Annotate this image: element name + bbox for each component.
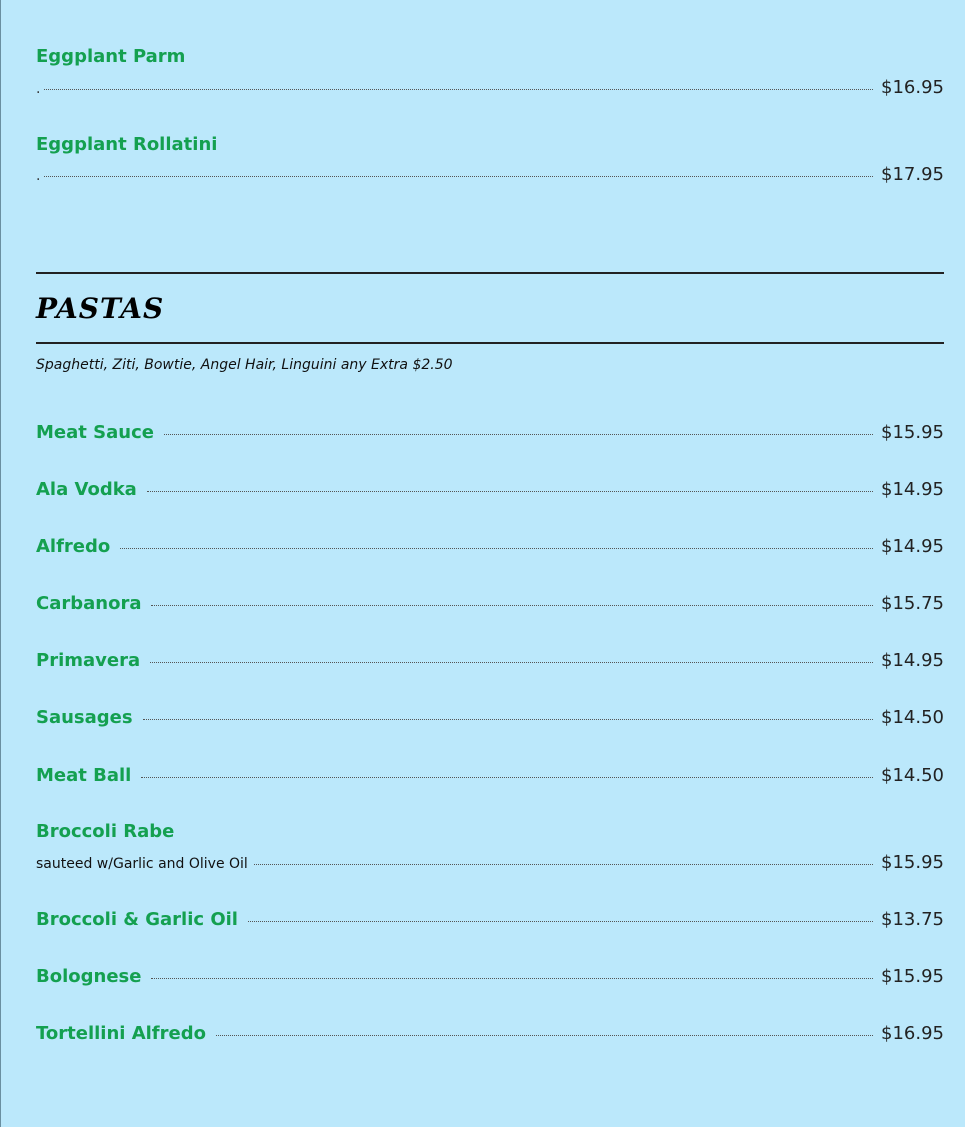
section-title: PASTAS bbox=[36, 292, 165, 325]
dot-leader bbox=[120, 547, 873, 549]
dot-leader bbox=[151, 604, 873, 606]
menu-item[interactable] bbox=[36, 821, 944, 873]
menu-item-lead: . bbox=[36, 81, 41, 97]
menu-item-price: $14.50 bbox=[881, 707, 944, 728]
menu-item-price: $14.95 bbox=[881, 536, 944, 557]
dot-leader bbox=[44, 175, 873, 177]
menu-item-name: Sausages bbox=[36, 707, 133, 728]
menu-item-name: Bolognese bbox=[36, 966, 142, 987]
menu-item[interactable] bbox=[36, 650, 944, 671]
menu-item[interactable] bbox=[36, 46, 944, 98]
menu-item-lead: . bbox=[36, 168, 41, 184]
menu-item-name: Primavera bbox=[36, 650, 141, 671]
dot-leader bbox=[254, 863, 873, 865]
menu-item-price: $15.95 bbox=[881, 966, 944, 987]
menu-item[interactable] bbox=[36, 1023, 944, 1044]
menu-item-description: sauteed w/Garlic and Olive Oil bbox=[36, 856, 248, 872]
dot-leader bbox=[216, 1034, 873, 1036]
menu-item-price: $14.95 bbox=[881, 479, 944, 500]
dot-leader bbox=[248, 920, 873, 922]
menu-item[interactable] bbox=[36, 134, 944, 185]
dot-leader bbox=[164, 433, 873, 435]
menu-item-name: Eggplant Parm bbox=[36, 46, 186, 67]
menu-item[interactable] bbox=[36, 765, 944, 786]
menu-item-price: $13.75 bbox=[881, 909, 944, 930]
menu-item[interactable] bbox=[36, 479, 944, 500]
dot-leader bbox=[141, 776, 873, 778]
menu-item[interactable] bbox=[36, 593, 944, 614]
menu-item-price: $15.95 bbox=[881, 422, 944, 443]
dot-leader bbox=[143, 718, 873, 720]
dot-leader bbox=[150, 661, 873, 663]
menu-item-name: Broccoli Rabe bbox=[36, 821, 175, 842]
menu-item-price: $14.50 bbox=[881, 765, 944, 786]
section-rule-bottom bbox=[36, 342, 944, 344]
menu-item[interactable] bbox=[36, 422, 944, 443]
section-rule-top bbox=[36, 272, 944, 274]
menu-item-name: Meat Sauce bbox=[36, 422, 154, 443]
menu-item-price: $16.95 bbox=[881, 1023, 944, 1044]
menu-item-name: Alfredo bbox=[36, 536, 111, 557]
menu-item-name: Broccoli & Garlic Oil bbox=[36, 909, 238, 930]
menu-item[interactable] bbox=[36, 536, 944, 557]
menu-item-name: Meat Ball bbox=[36, 765, 132, 786]
dot-leader bbox=[147, 490, 873, 492]
section-note: Spaghetti, Ziti, Bowtie, Angel Hair, Linguini any Extra $2.50 bbox=[36, 357, 453, 373]
menu-item[interactable] bbox=[36, 966, 944, 987]
menu-item-price: $17.95 bbox=[881, 164, 944, 185]
menu-item-price: $15.75 bbox=[881, 593, 944, 614]
menu-item[interactable] bbox=[36, 707, 944, 728]
menu-item-price: $16.95 bbox=[881, 77, 944, 98]
menu-item-name: Tortellini Alfredo bbox=[36, 1023, 206, 1044]
page-left-border bbox=[0, 0, 1, 1127]
dot-leader bbox=[151, 977, 873, 979]
menu-item-name: Eggplant Rollatini bbox=[36, 134, 218, 155]
menu-item-name: Ala Vodka bbox=[36, 479, 137, 500]
menu-item-price: $15.95 bbox=[881, 852, 944, 873]
menu-item-price: $14.95 bbox=[881, 650, 944, 671]
menu-item[interactable] bbox=[36, 909, 944, 930]
dot-leader bbox=[44, 88, 873, 90]
menu-item-name: Carbanora bbox=[36, 593, 142, 614]
